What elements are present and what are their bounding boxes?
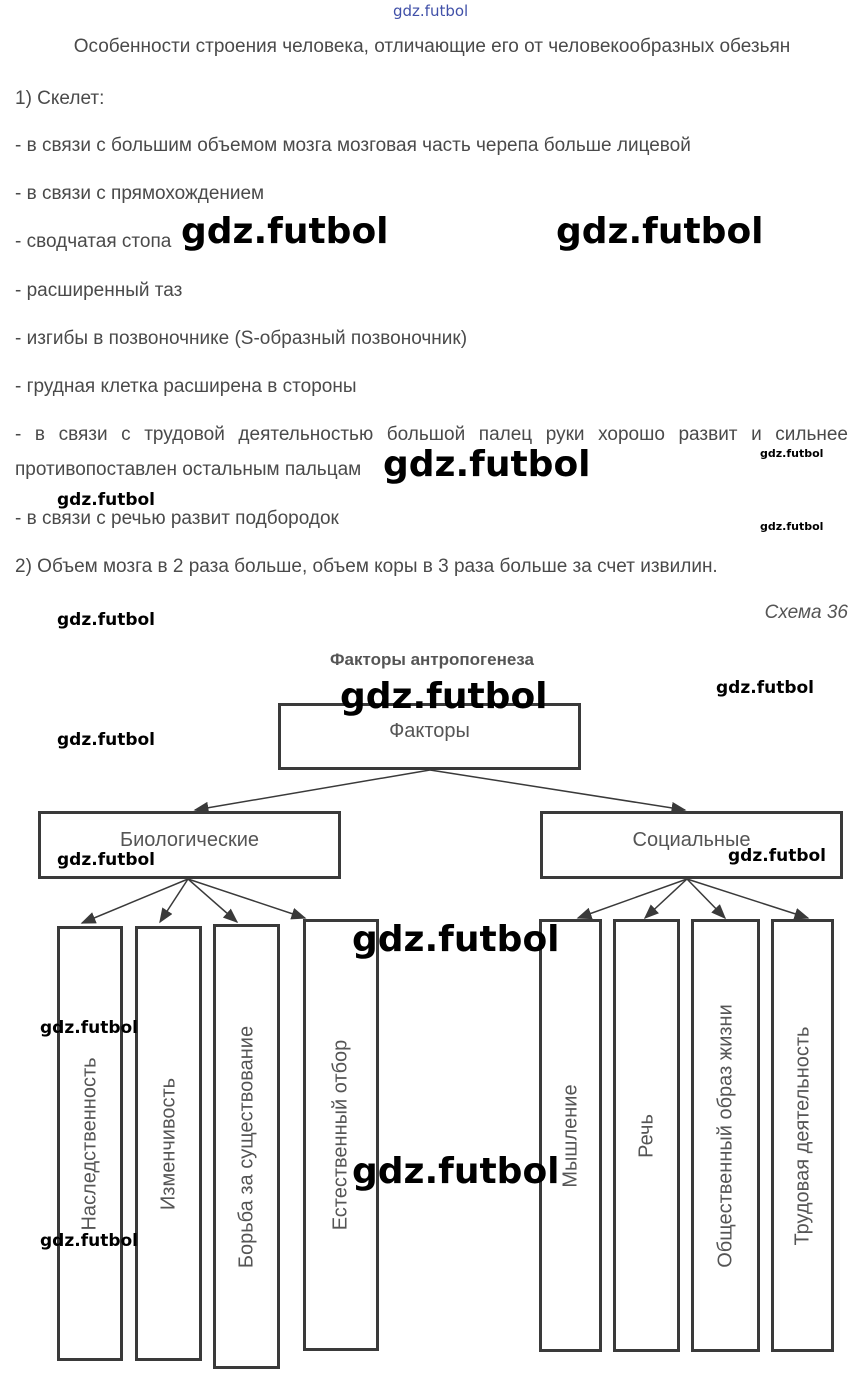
- diagram-title: Факторы антропогенеза: [330, 650, 534, 669]
- watermark: gdz.futbol: [57, 490, 155, 510]
- watermark: gdz.futbol: [57, 610, 155, 630]
- skeleton-heading: 1) Скелет:: [15, 88, 105, 109]
- watermark: gdz.futbol: [352, 919, 560, 960]
- watermark-top: gdz.futbol: [393, 2, 469, 20]
- watermark: gdz.futbol: [57, 850, 155, 870]
- watermark: gdz.futbol: [760, 447, 824, 460]
- variability-box: [135, 926, 202, 1361]
- arrow-bio-struggle: [188, 879, 237, 922]
- arrow-bio-heredity: [82, 879, 188, 923]
- arrow-root-bio: [195, 770, 430, 810]
- text-line-spine: - изгибы в позвоночнике (S-образный позвоночник): [15, 328, 468, 349]
- arrow-social-speech: [645, 879, 687, 918]
- watermark: gdz.futbol: [716, 678, 814, 698]
- watermark: gdz.futbol: [352, 1151, 560, 1192]
- selection-box: [303, 919, 379, 1351]
- watermark: gdz.futbol: [728, 846, 826, 866]
- biological-label: Биологические: [119, 828, 260, 851]
- watermark: gdz.futbol: [57, 730, 155, 750]
- labor-label: Трудовая деятельность: [791, 1026, 813, 1245]
- text-line-chest: - грудная клетка расширена в стороны: [15, 376, 357, 397]
- text-line-upright: - в связи с прямохождением: [15, 183, 265, 204]
- heredity-label: Наследственность: [78, 1056, 101, 1231]
- struggle-box: [213, 924, 280, 1369]
- speech-label: Речь: [635, 1113, 657, 1158]
- variability-label: Изменчивость: [157, 1077, 179, 1210]
- heredity-box: [57, 926, 123, 1361]
- page-title: Особенности строения человека, отличающие его от человекообразных обезьян: [73, 36, 791, 57]
- speech-box: [613, 919, 680, 1352]
- selection-label: Естественный отбор: [329, 1039, 352, 1231]
- thinking-label: Мышление: [559, 1083, 581, 1188]
- struggle-label: Борьба за существование: [235, 1025, 257, 1268]
- watermark: gdz.futbol: [181, 211, 389, 252]
- text-line-foot: - сводчатая стопа: [15, 231, 172, 252]
- watermark: gdz.futbol: [40, 1231, 138, 1251]
- watermark: gdz.futbol: [556, 211, 764, 252]
- watermark: gdz.futbol: [383, 444, 591, 485]
- labor-box: [771, 919, 834, 1352]
- arrow-bio-selection: [188, 879, 305, 918]
- lifestyle-box: [691, 919, 760, 1352]
- factors-label: Факторы: [389, 720, 470, 742]
- text-line-thumb-cont: противопоставлен остальным пальцам: [15, 459, 362, 480]
- social-box: [540, 811, 843, 879]
- arrow-social-thinking: [578, 879, 687, 918]
- text-line-brain: 2) Объем мозга в 2 раза больше, объем коры в 3 раза больше за счет извилин.: [15, 556, 718, 577]
- watermark: gdz.futbol: [40, 1018, 138, 1038]
- watermark: gdz.futbol: [760, 520, 824, 533]
- arrow-root-social: [430, 770, 685, 810]
- text-line-pelvis: - расширенный таз: [15, 280, 183, 301]
- text-line-skull: - в связи с большим объемом мозга мозговая часть черепа больше лицевой: [15, 135, 691, 156]
- watermark: gdz.futbol: [340, 676, 548, 717]
- scheme-label: Схема 36: [764, 602, 848, 623]
- social-label: Социальные: [632, 828, 751, 851]
- lifestyle-label: Общественный образ жизни: [714, 1003, 736, 1268]
- thinking-box: [539, 919, 602, 1352]
- text-line-chin: - в связи с речью развит подбородок: [15, 508, 339, 529]
- text-line-thumb: - в связи с трудовой деятельностью большой палец руки хорошо развит и сильнее: [15, 424, 848, 445]
